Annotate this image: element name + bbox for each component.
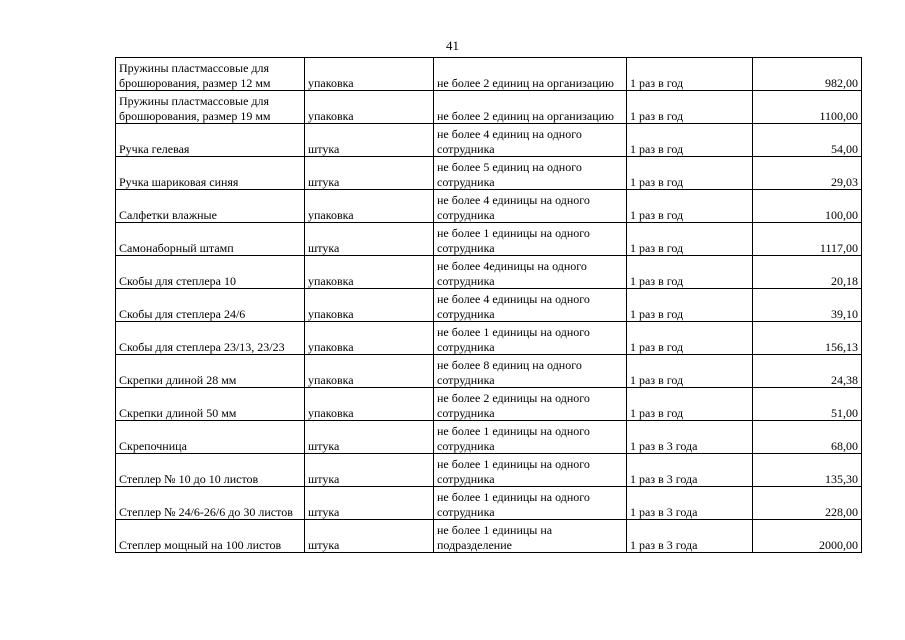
price-cell: 51,00 [753,388,862,421]
table-row [116,223,862,256]
price-cell: 39,10 [753,289,862,322]
price-cell: 1100,00 [753,91,862,124]
frequency-cell: 1 раз в год [627,322,753,355]
quantity-limit-cell: не более 1 единицы на одного сотрудника [434,421,627,454]
frequency-cell: 1 раз в 3 года [627,487,753,520]
table-row [116,520,862,553]
quantity-limit-cell: не более 2 единиц на организацию [434,58,627,91]
quantity-limit-cell: не более 4единицы на одного сотрудника [434,256,627,289]
frequency-cell: 1 раз в год [627,157,753,190]
quantity-limit-cell: не более 1 единицы на одного сотрудника [434,487,627,520]
quantity-limit-cell: не более 5 единиц на одного сотрудника [434,157,627,190]
quantity-limit-cell: не более 1 единицы на подразделение [434,520,627,553]
quantity-limit-cell: не более 4 единицы на одного сотрудника [434,190,627,223]
price-cell: 135,30 [753,454,862,487]
table-row [116,421,862,454]
price-cell: 54,00 [753,124,862,157]
price-cell: 68,00 [753,421,862,454]
price-cell: 20,18 [753,256,862,289]
unit-cell: штука [305,223,434,256]
item-name-cell: Степлер № 10 до 10 листов [116,454,305,487]
price-cell: 1117,00 [753,223,862,256]
price-cell: 24,38 [753,355,862,388]
quantity-limit-cell: не более 1 единицы на одного сотрудника [434,322,627,355]
item-name-cell: Салфетки влажные [116,190,305,223]
frequency-cell: 1 раз в 3 года [627,421,753,454]
quantity-limit-cell: не более 2 единиц на организацию [434,91,627,124]
item-name-cell: Степлер № 24/6-26/6 до 30 листов [116,487,305,520]
quantity-limit-cell: не более 2 единицы на одного сотрудника [434,388,627,421]
quantity-limit-cell: не более 1 единицы на одного сотрудника [434,223,627,256]
item-name-cell: Скрепочница [116,421,305,454]
price-cell: 982,00 [753,58,862,91]
table-row [116,454,862,487]
item-name-cell: Пружины пластмассовые для брошюрования, размер 12 мм [116,58,305,91]
unit-cell: упаковка [305,355,434,388]
item-name-cell: Скрепки длиной 28 мм [116,355,305,388]
frequency-cell: 1 раз в год [627,388,753,421]
price-cell: 29,03 [753,157,862,190]
frequency-cell: 1 раз в год [627,190,753,223]
table-row [116,157,862,190]
price-cell: 156,13 [753,322,862,355]
table-row [116,124,862,157]
unit-cell: штука [305,421,434,454]
frequency-cell: 1 раз в год [627,256,753,289]
table-row [116,487,862,520]
item-name-cell: Степлер мощный на 100 листов [116,520,305,553]
item-name-cell: Скобы для степлера 10 [116,256,305,289]
quantity-limit-cell: не более 1 единицы на одного сотрудника [434,454,627,487]
table-row [116,388,862,421]
quantity-limit-cell: не более 4 единицы на одного сотрудника [434,289,627,322]
table-row [116,256,862,289]
unit-cell: упаковка [305,322,434,355]
quantity-limit-cell: не более 4 единиц на одного сотрудника [434,124,627,157]
item-name-cell: Самонаборный штамп [116,223,305,256]
unit-cell: штука [305,124,434,157]
table-row [116,355,862,388]
item-name-cell: Скрепки длиной 50 мм [116,388,305,421]
price-cell: 2000,00 [753,520,862,553]
item-name-cell: Пружины пластмассовые для брошюрования, размер 19 мм [116,91,305,124]
quantity-limit-cell: не более 8 единиц на одного сотрудника [434,355,627,388]
frequency-cell: 1 раз в 3 года [627,454,753,487]
table-row [116,58,862,91]
unit-cell: упаковка [305,190,434,223]
price-cell: 228,00 [753,487,862,520]
frequency-cell: 1 раз в год [627,289,753,322]
unit-cell: штука [305,487,434,520]
unit-cell: упаковка [305,289,434,322]
unit-cell: штука [305,454,434,487]
table-row [116,322,862,355]
price-cell: 100,00 [753,190,862,223]
supplies-norms-table [115,57,862,553]
item-name-cell: Ручка шариковая синяя [116,157,305,190]
frequency-cell: 1 раз в 3 года [627,520,753,553]
unit-cell: штука [305,157,434,190]
unit-cell: штука [305,520,434,553]
table-body [116,58,862,553]
item-name-cell: Скобы для степлера 23/13, 23/23 [116,322,305,355]
table-row [116,289,862,322]
frequency-cell: 1 раз в год [627,58,753,91]
unit-cell: упаковка [305,256,434,289]
unit-cell: упаковка [305,58,434,91]
page-number: 41 [446,38,459,53]
frequency-cell: 1 раз в год [627,355,753,388]
frequency-cell: 1 раз в год [627,124,753,157]
frequency-cell: 1 раз в год [627,223,753,256]
table-row [116,91,862,124]
table-row [116,190,862,223]
item-name-cell: Скобы для степлера 24/6 [116,289,305,322]
item-name-cell: Ручка гелевая [116,124,305,157]
frequency-cell: 1 раз в год [627,91,753,124]
unit-cell: упаковка [305,388,434,421]
unit-cell: упаковка [305,91,434,124]
